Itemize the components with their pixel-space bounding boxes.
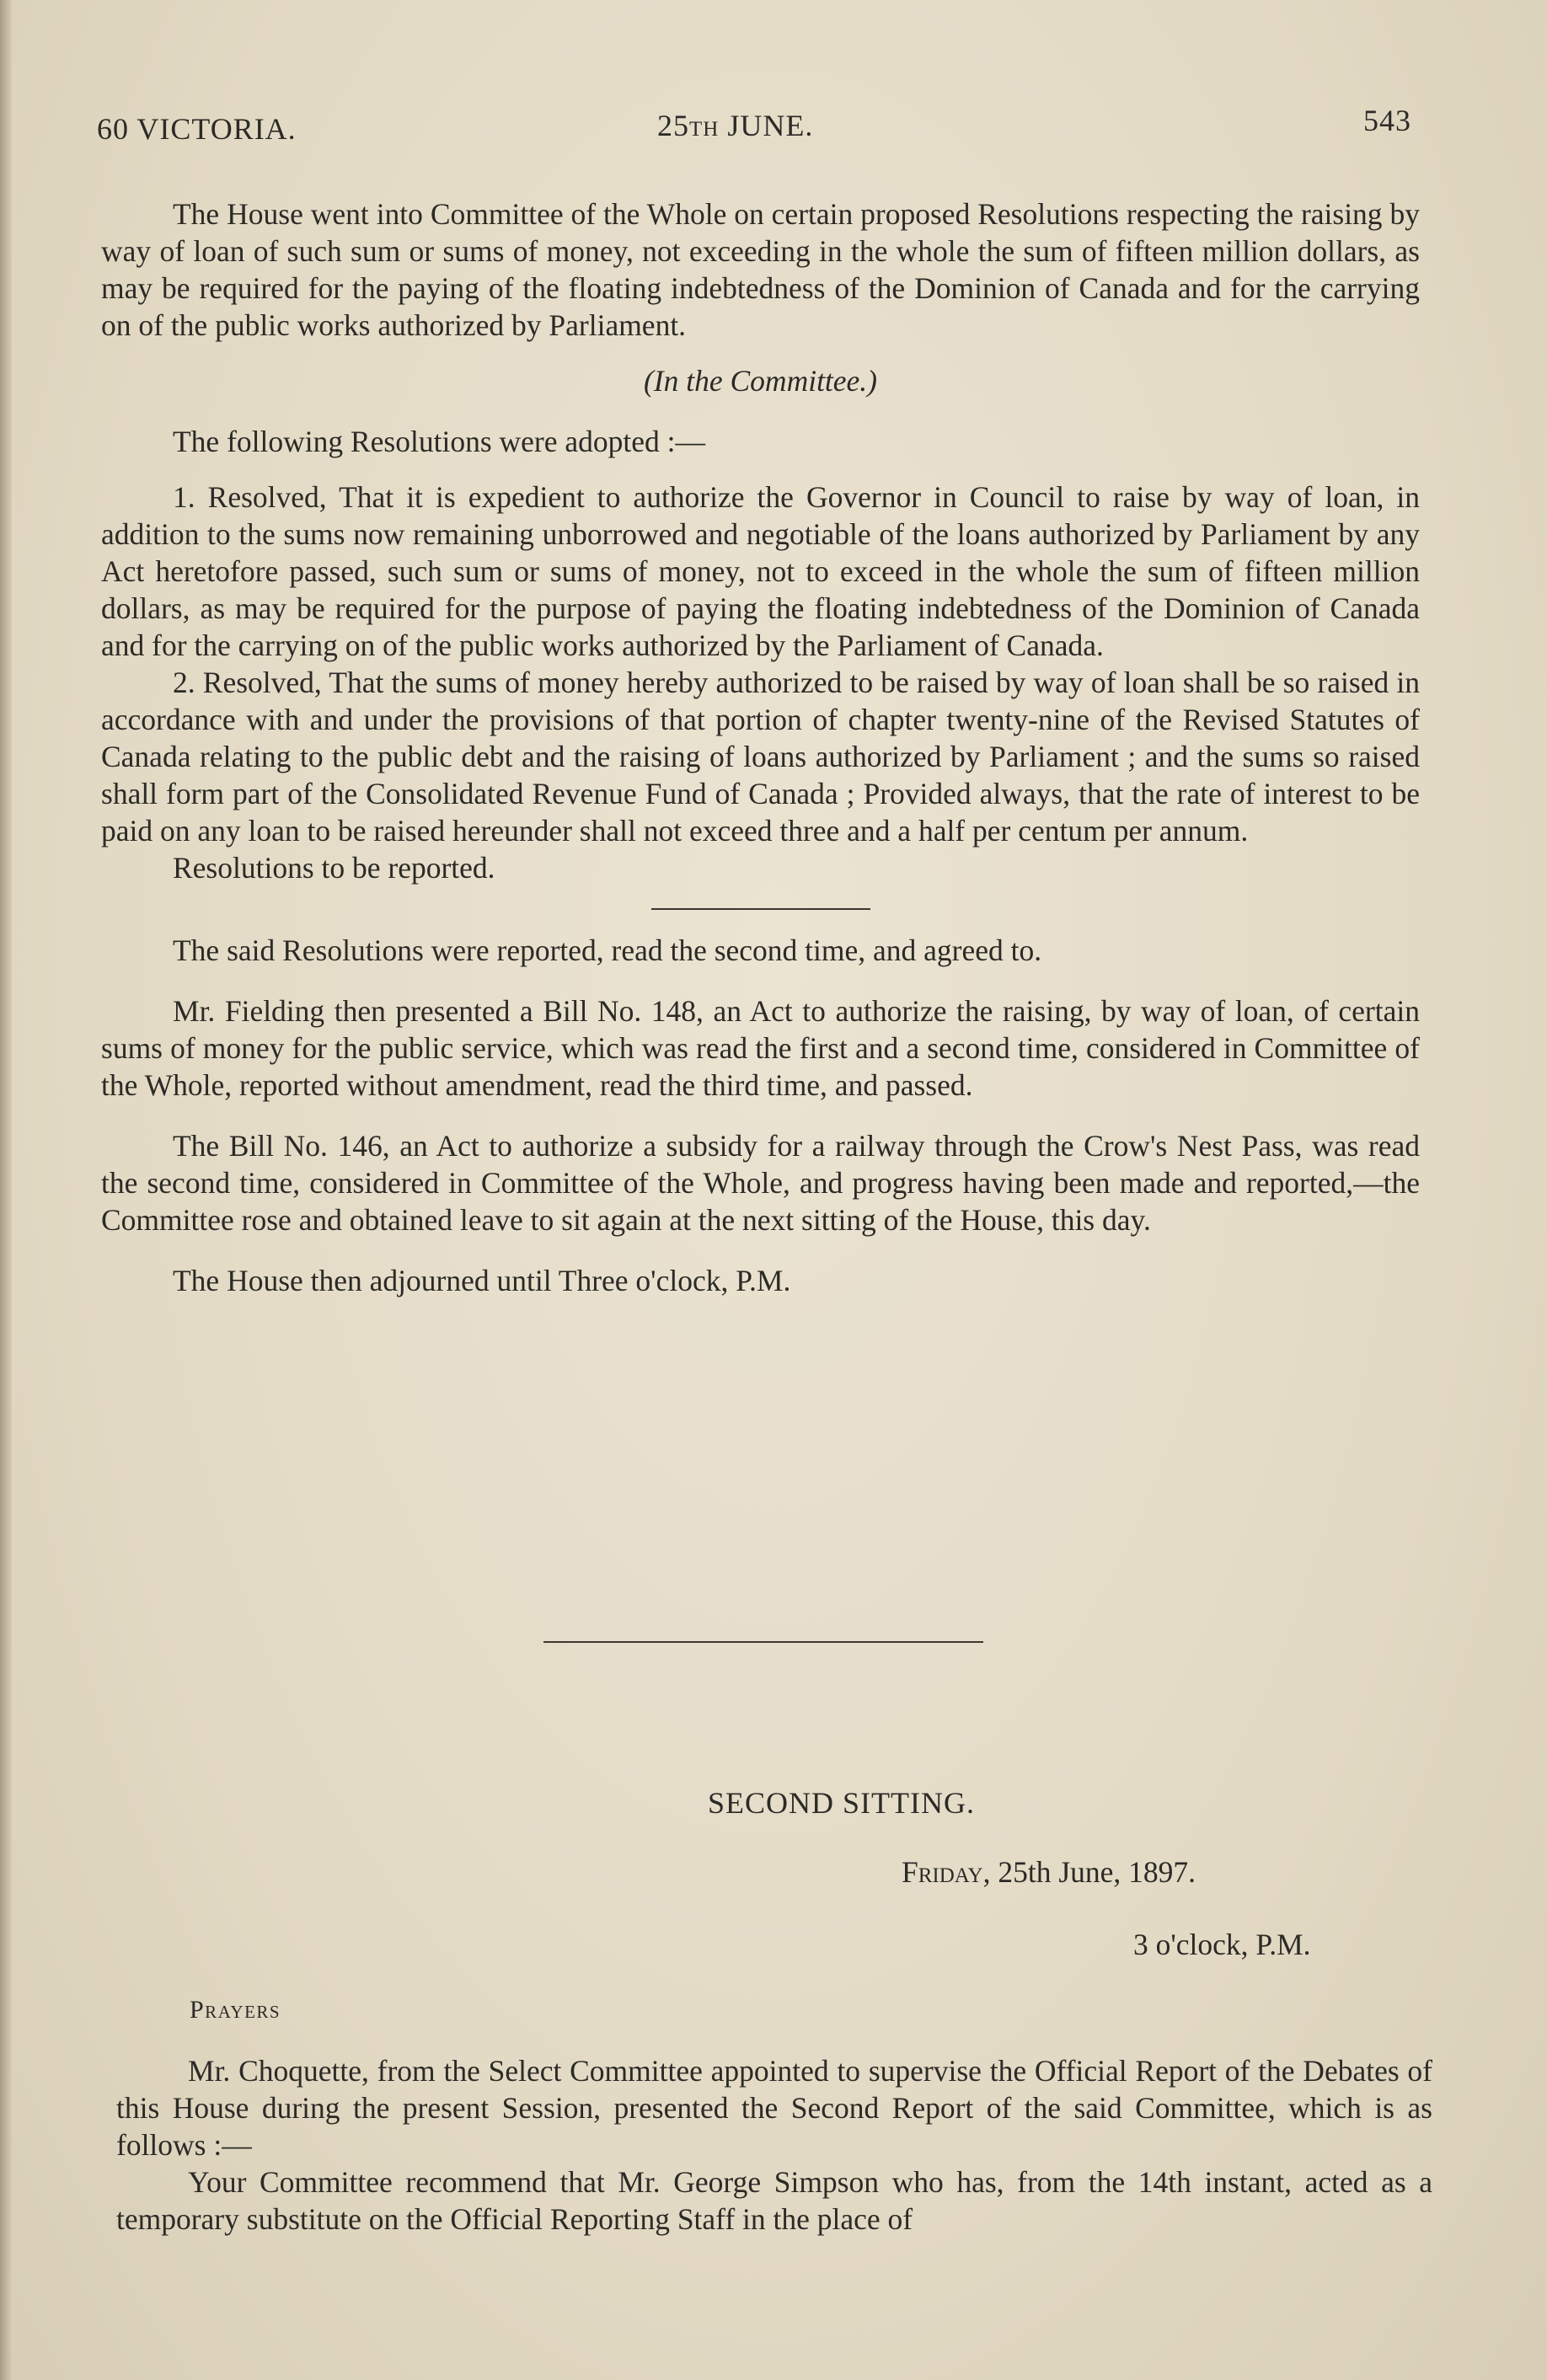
- choquette-report: Mr. Choquette, from the Select Committee appointed to supervise the Official Report of the Debates of this House during the present Session, presented the Second Report of the said Committee, which is as follows :—: [116, 2054, 1432, 2162]
- prayers-heading: Prayers: [190, 1996, 281, 2024]
- bill-146-entry: The Bill No. 146, an Act to authorize a subsidy for a railway through the Crow's Nest Pass, was read the second time, considered in Committee of the Whole, and progress having been made and reported,—the Committee rose and obtained leave to sit again at the next sitting of the House, this day.: [101, 1129, 1420, 1237]
- sitting-divider: [543, 1641, 983, 1643]
- sitting-date: [902, 1853, 1196, 1891]
- header-date: 25th JUNE.: [657, 109, 814, 142]
- sitting-date-value: 25th June, 1897.: [998, 1855, 1196, 1889]
- sitting-time: 3 o'clock, P.M.: [1133, 1928, 1311, 1961]
- page-spine-shadow: [0, 0, 12, 2380]
- committee-section: [101, 195, 1420, 1299]
- second-sitting-body: [116, 2052, 1432, 2238]
- resolutions-adopted: The following Resolutions were adopted :—: [173, 425, 705, 458]
- adjournment-entry: The House then adjourned until Three o'clock, P.M.: [173, 1264, 791, 1297]
- resolutions-to-be-reported: Resolutions to be reported.: [173, 851, 495, 885]
- sitting-day: Friday,: [902, 1855, 991, 1889]
- in-committee-heading: (In the Committee.): [643, 364, 877, 398]
- running-header: [0, 103, 1547, 153]
- header-regnal-year: 60 VICTORIA.: [97, 112, 297, 146]
- section-divider: [651, 908, 870, 910]
- committee-recommendation: Your Committee recommend that Mr. George Simpson who has, from the 14th instant, acted as a temporary substitute on the Official Reporting Staff in the place of: [116, 2165, 1432, 2236]
- resolution-1: 1. Resolved, That it is expedient to authorize the Governor in Council to raise by way of loan, in addition to the sums now remaining unborrowed and negotiable of the loans authorized by Parliament by any Act heretofore passed, such sum or sums of money, not to exceed in the whole the sum of fifteen million dollars, as may be required for the purpose of paying the floating indebtedness of the Dominion of Canada and for the carrying on of the public works authorized by the Parliament of Canada.: [101, 480, 1420, 662]
- bill-148-entry: Mr. Fielding then presented a Bill No. 148, an Act to authorize the raising, by way of loan, of certain sums of money for the public service, which was read the first and a second time, considered in Committee of the Whole, reported without amendment, read the third time, and passed.: [101, 994, 1420, 1102]
- resolution-2: 2. Resolved, That the sums of money hereby authorized to be raised by way of loan shall be so raised in accordance with and under the provisions of that portion of chapter twenty-nine of the Revised Statutes of Canada relating to the public debt and the raising of loans authorized by Parliament ; and the sums so raised shall form part of the Consolidated Revenue Fund of Canada ; Provided always, that the rate of interest to be paid on any loan to be raised hereunder shall not exceed three and a half per centum per annum.: [101, 666, 1420, 848]
- page-number: 543: [1363, 104, 1411, 137]
- resolutions-reported: The said Resolutions were reported, read the second time, and agreed to.: [173, 933, 1042, 967]
- second-sitting-title: SECOND SITTING.: [708, 1786, 975, 1820]
- committee-intro: The House went into Committee of the Whole on certain proposed Resolutions respecting the raising by way of loan of such sum or sums of money, not exceeding in the whole the sum of fifteen million dollars, as may be required for the paying of the floating indebtedness of the Dominion of Canada and for the carrying on of the public works authorized by Parliament.: [101, 197, 1420, 342]
